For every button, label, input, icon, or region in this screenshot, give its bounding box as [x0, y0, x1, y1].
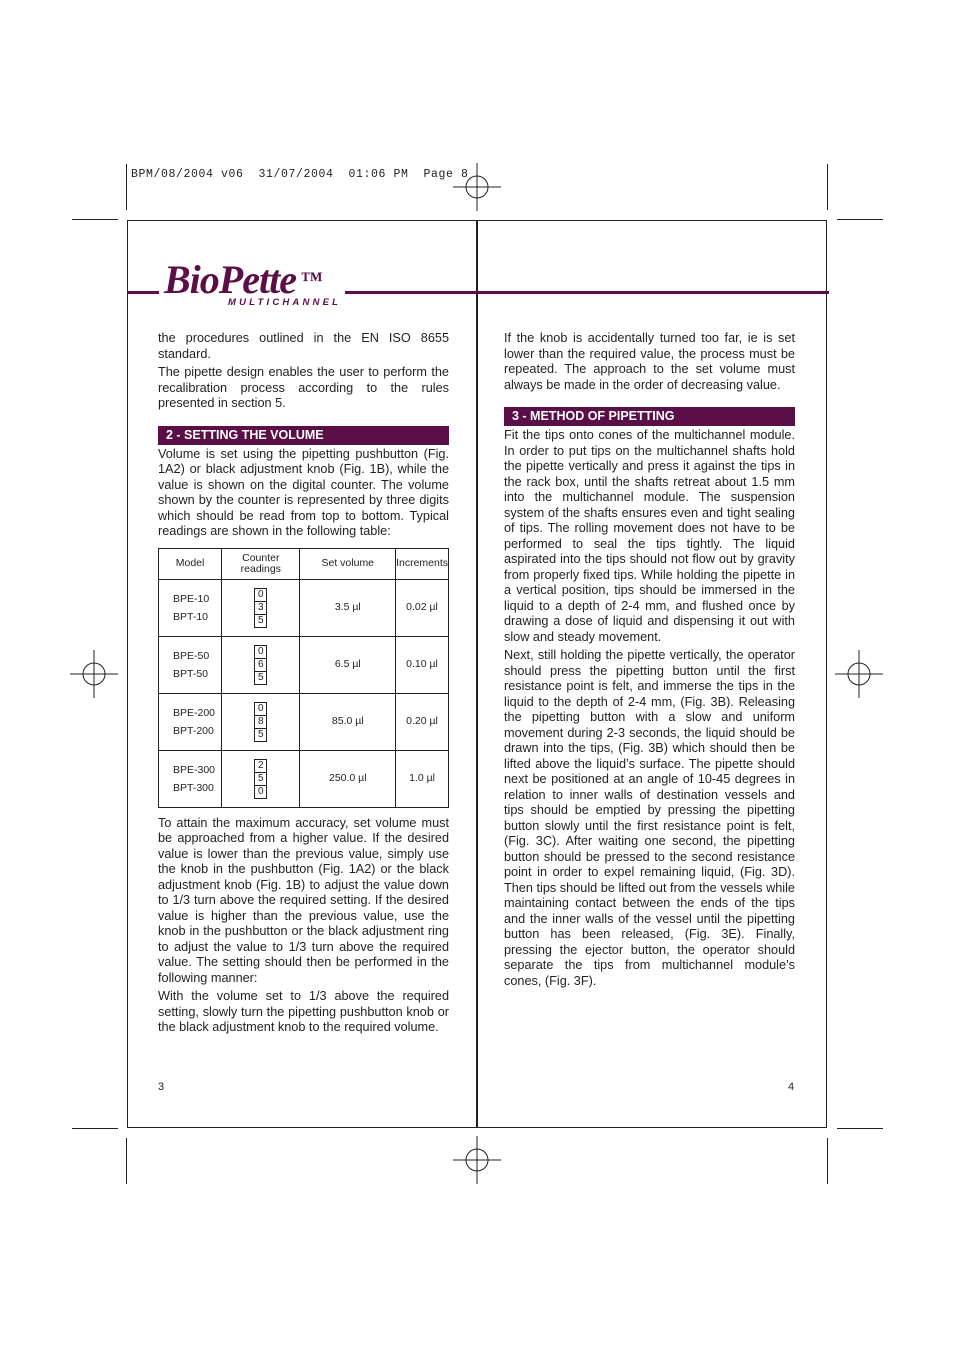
crop-mark — [837, 219, 883, 220]
increment-cell: 1.0 µl — [396, 750, 449, 807]
table-row — [159, 693, 449, 750]
volume-cell: 6.5 µl — [300, 636, 396, 693]
crop-mark — [126, 164, 127, 210]
model-cell: BPE-50 BPT-50 — [159, 636, 222, 693]
registration-mark-icon — [835, 650, 883, 698]
crop-mark — [72, 1128, 118, 1129]
column-header: Model — [159, 548, 222, 579]
crop-mark — [827, 164, 828, 210]
section-heading: 3 - METHOD OF PIPETTING — [504, 407, 795, 426]
paragraph: the procedures outlined in the EN ISO 8655 standard. — [158, 331, 449, 361]
column-header: Increments — [396, 548, 449, 579]
counter-cell — [222, 579, 300, 636]
counter-digits: 0 8 5 — [254, 702, 267, 742]
paragraph: Next, still holding the pipette vertically, the operator should press the pipetting button until the first resistance point is felt, and immerse the tips in the liquid to the depth of 2-4 mm, (Fig. 3B). Releasing the pipetting button with a slow and uniform movement during 2-3 seconds, the liquid should be drawn into the tips, (Fig. 3B) which should then be lifted above the liquid’s surface. The pipette should next be positioned at an angle of 10-45 degrees in relation to inner walls of destination vessels and tips should be emptied by pressing the pipetting button slowly until the first resistance point is felt, (Fig. 3C). After waiting one second, the pipetting button should be pressed to the second resistance point in order to expel remaining liquid, (Fig. 3D). Then tips should be lifted out from the vessels while maintaining contact between the ends of the tips and the inner walls of the vessel until the pipetting button has been released, (Fig. 3E). Finally, pressing the ejector button, the operator should separate the tips from multichannel module’s cones, (Fig. 3F). — [504, 648, 795, 988]
table-row — [159, 636, 449, 693]
counter-cell — [222, 750, 300, 807]
crop-mark — [72, 219, 118, 220]
column-header: Set volume — [300, 548, 396, 579]
logo-wordmark: BioPette — [164, 257, 296, 302]
registration-mark-icon — [453, 1136, 501, 1184]
model-cell: BPE-200 BPT-200 — [159, 693, 222, 750]
counter-cell — [222, 636, 300, 693]
page-number: 3 — [158, 1081, 165, 1093]
table-header-row — [159, 548, 449, 579]
header-rule — [127, 291, 159, 294]
paragraph: With the volume set to 1/3 above the required setting, slowly turn the pipetting pushbutton knob or the black adjustment knob to the required volume. — [158, 989, 449, 1034]
crop-mark — [827, 1138, 828, 1184]
model-cell: BPE-10 BPT-10 — [159, 579, 222, 636]
volume-cell: 85.0 µl — [300, 693, 396, 750]
crop-mark — [126, 1138, 127, 1184]
header-rule — [345, 291, 829, 294]
increment-cell: 0.20 µl — [396, 693, 449, 750]
counter-digits: 0 3 5 — [254, 588, 267, 628]
registration-mark-icon — [70, 650, 118, 698]
right-column — [504, 331, 795, 992]
left-column — [158, 331, 449, 1039]
paragraph: To attain the maximum accuracy, set volume must be approached from a higher value. If the desired value is lower than the previous value, simply use the knob in the pushbutton (Fig. 1A2) or the black adjustment knob (Fig. 1B) to adjust the value down to 1/3 turn above the required setting. If the desired value is higher than the previous value, use the knob in the pushbutton or the black adjustment ring to adjust the value to 1/3 turn above the required value. The setting should then be performed in the following manner: — [158, 815, 449, 985]
section-heading: 2 - SETTING THE VOLUME — [158, 426, 449, 445]
paragraph: Fit the tips onto cones of the multichannel module. In order to put tips on the multichannel shafts hold the pipette vertically and press it against the tips in the rack box, until the shafts retreat about 1.5 mm into the multichannel module. The suspension system of the shafts ensures even and tight sealing of tips. The rolling movement does not have to be performed to seal the tips tightly. The liquid aspirated into the tips should not flow out by gravity from properly fixed tips. While holding the pipette in a vertical position, tips should be immersed in the liquid to a depth of 2-4 mm, and flushed once by drawing a dose of liquid and dispensing it out with slow and steady movement. — [504, 428, 795, 644]
print-slug: BPM/08/2004 v06 31/07/2004 01:06 PM Page 8 — [131, 168, 469, 181]
spread-divider — [476, 220, 478, 1128]
table-row — [159, 750, 449, 807]
registration-mark-icon — [453, 163, 501, 211]
biopette-logo — [164, 257, 321, 302]
paragraph: Volume is set using the pipetting pushbutton (Fig. 1A2) or black adjustment knob (Fig. 1B), while the value is shown on the digital counter. The volume shown by the counter is represented by three digits which should be read from top to bottom. Typical readings are shown in the following table: — [158, 446, 449, 538]
column-header: Counter readings — [222, 548, 300, 579]
model-cell: BPE-300 BPT-300 — [159, 750, 222, 807]
volume-table — [158, 548, 449, 808]
paragraph: The pipette design enables the user to perform the recalibration process according to the rules presented in section 5. — [158, 365, 449, 410]
counter-digits: 2 5 0 — [254, 759, 267, 799]
paragraph: If the knob is accidentally turned too far, ie is set lower than the required value, the process must be repeated. The approach to the set volume must always be made in the order of decreasing value. — [504, 331, 795, 392]
counter-digits: 0 6 5 — [254, 645, 267, 685]
volume-cell: 3.5 µl — [300, 579, 396, 636]
volume-cell: 250.0 µl — [300, 750, 396, 807]
increment-cell: 0.10 µl — [396, 636, 449, 693]
logo-subtitle: MULTICHANNEL — [228, 297, 342, 308]
page-number: 4 — [788, 1081, 795, 1093]
trademark-mark: ™ — [299, 267, 321, 292]
increment-cell: 0.02 µl — [396, 579, 449, 636]
table-row — [159, 579, 449, 636]
counter-cell — [222, 693, 300, 750]
crop-mark — [837, 1128, 883, 1129]
